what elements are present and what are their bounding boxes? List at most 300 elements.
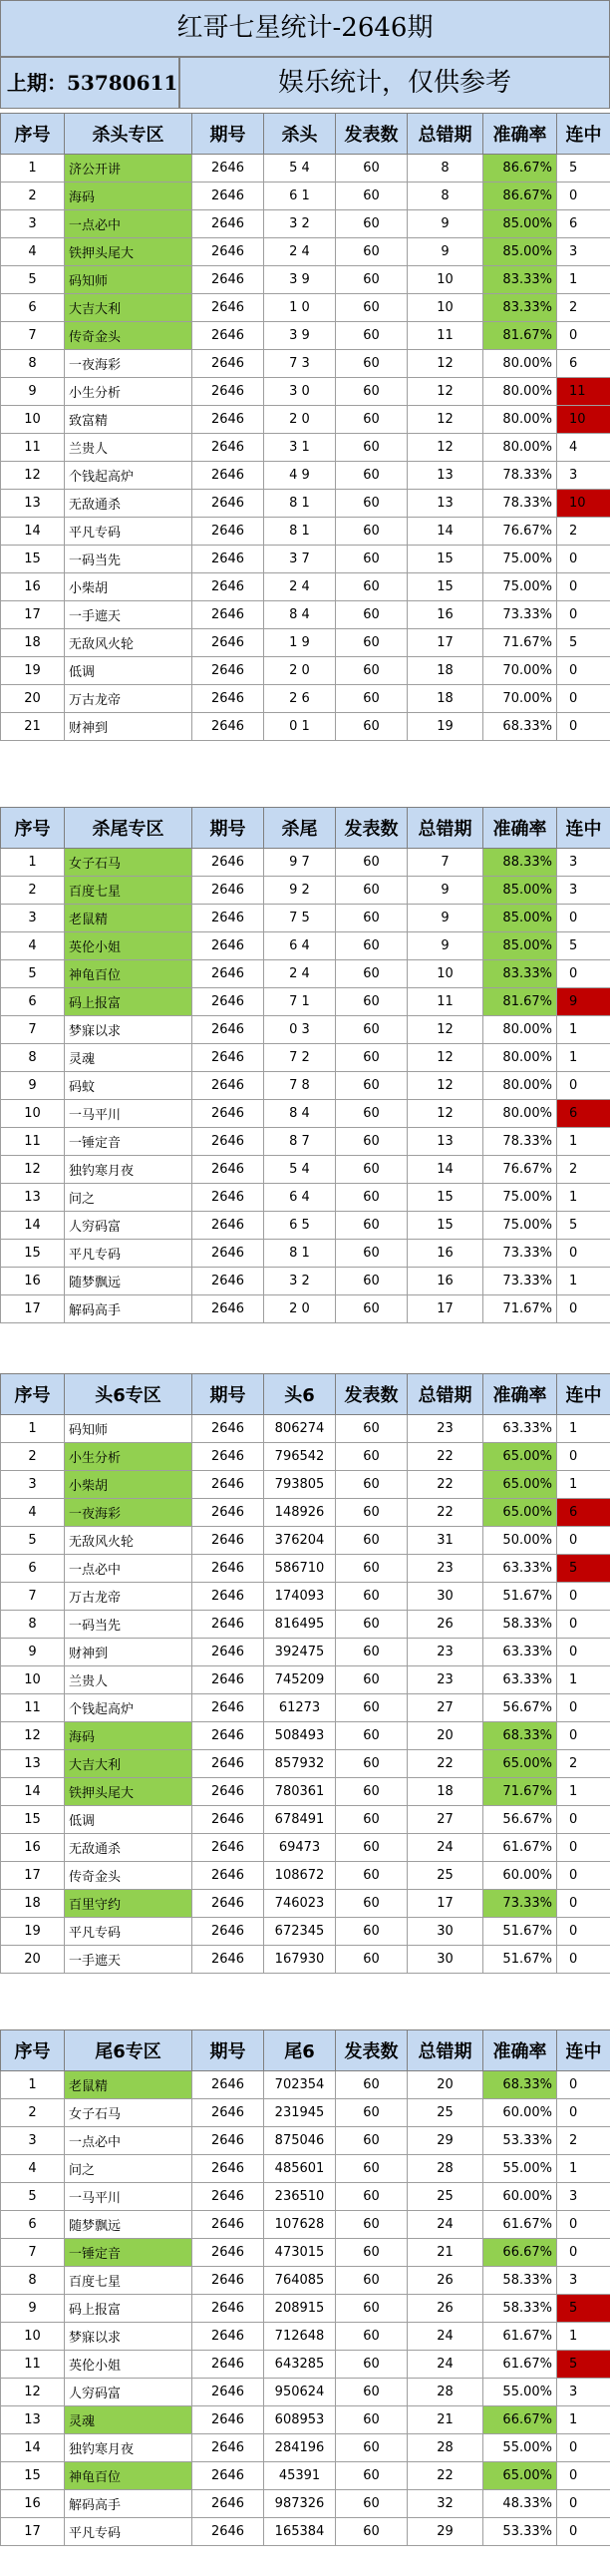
issue-number-cell: 2646 <box>192 1184 264 1212</box>
streak-count-cell: 1 <box>557 1778 610 1806</box>
post-count-cell: 60 <box>336 1639 408 1666</box>
column-header-accuracy-rate: 准确率 <box>483 808 557 849</box>
streak-count-cell: 0 <box>557 573 610 601</box>
issue-number-cell: 2646 <box>192 2183 264 2211</box>
row-number-cell: 15 <box>1 546 65 573</box>
post-count-cell: 60 <box>336 2211 408 2239</box>
prediction-value-cell: 672345 <box>264 1918 336 1946</box>
accuracy-rate-cell: 71.67% <box>483 629 557 657</box>
error-count-cell: 22 <box>408 1499 483 1527</box>
table-header-row <box>1 1374 610 1415</box>
post-count-cell: 60 <box>336 685 408 713</box>
streak-count-cell: 10 <box>557 490 610 518</box>
issue-number-cell: 2646 <box>192 2071 264 2099</box>
error-count-cell: 23 <box>408 1555 483 1583</box>
error-count-cell: 23 <box>408 1666 483 1694</box>
error-count-cell: 9 <box>408 905 483 932</box>
streak-count-cell: 0 <box>557 1639 610 1666</box>
expert-name-cell: 灵魂 <box>65 2406 192 2434</box>
row-number-cell: 16 <box>1 2490 65 2518</box>
post-count-cell: 60 <box>336 1471 408 1499</box>
post-count-cell: 60 <box>336 378 408 406</box>
kill-head-table <box>0 113 610 741</box>
post-count-cell: 60 <box>336 1694 408 1722</box>
issue-number-cell: 2646 <box>192 518 264 546</box>
row-number-cell: 20 <box>1 685 65 713</box>
accuracy-rate-cell: 73.33% <box>483 601 557 629</box>
row-number-cell: 3 <box>1 905 65 932</box>
error-count-cell: 24 <box>408 2211 483 2239</box>
column-header-streak-count: 连中 <box>557 1374 610 1415</box>
issue-number-cell: 2646 <box>192 2434 264 2462</box>
post-count-cell: 60 <box>336 629 408 657</box>
error-count-cell: 25 <box>408 2183 483 2211</box>
table-row <box>1 629 610 657</box>
row-number-cell: 13 <box>1 490 65 518</box>
accuracy-rate-cell: 76.67% <box>483 1156 557 1184</box>
prediction-value-cell: 586710 <box>264 1555 336 1583</box>
prediction-value-cell: 712648 <box>264 2323 336 2351</box>
issue-number-cell: 2646 <box>192 462 264 490</box>
error-count-cell: 22 <box>408 1443 483 1471</box>
accuracy-rate-cell: 65.00% <box>483 1499 557 1527</box>
error-count-cell: 17 <box>408 1295 483 1323</box>
accuracy-rate-cell: 73.33% <box>483 1240 557 1268</box>
column-header-streak-count: 连中 <box>557 114 610 155</box>
accuracy-rate-cell: 86.67% <box>483 183 557 210</box>
expert-name-cell: 独钓寒月夜 <box>65 2434 192 2462</box>
row-number-cell: 4 <box>1 1499 65 1527</box>
prediction-value-cell: 9 7 <box>264 849 336 877</box>
accuracy-rate-cell: 66.67% <box>483 2406 557 2434</box>
expert-name-cell: 铁押头尾大 <box>65 1778 192 1806</box>
prediction-value-cell: 208915 <box>264 2295 336 2323</box>
row-number-cell: 1 <box>1 155 65 183</box>
row-number-cell: 4 <box>1 238 65 266</box>
table-row <box>1 1044 610 1072</box>
prediction-value-cell: 3 0 <box>264 378 336 406</box>
column-header-expert-name: 杀尾专区 <box>65 808 192 849</box>
issue-number-cell: 2646 <box>192 1156 264 1184</box>
row-number-cell: 9 <box>1 2295 65 2323</box>
row-number-cell: 4 <box>1 932 65 960</box>
issue-number-cell: 2646 <box>192 210 264 238</box>
prediction-value-cell: 8 4 <box>264 601 336 629</box>
issue-number-cell: 2646 <box>192 1415 264 1443</box>
prediction-value-cell: 3 2 <box>264 210 336 238</box>
accuracy-rate-cell: 85.00% <box>483 932 557 960</box>
expert-name-cell: 财神到 <box>65 713 192 741</box>
streak-count-cell: 0 <box>557 2239 610 2267</box>
table-row <box>1 1666 610 1694</box>
prediction-value-cell: 857932 <box>264 1750 336 1778</box>
streak-count-cell: 6 <box>557 1100 610 1128</box>
expert-name-cell: 独钓寒月夜 <box>65 1156 192 1184</box>
prediction-value-cell: 6 1 <box>264 183 336 210</box>
row-number-cell: 3 <box>1 1471 65 1499</box>
error-count-cell: 16 <box>408 601 483 629</box>
expert-name-cell: 码知师 <box>65 266 192 294</box>
column-header-accuracy-rate: 准确率 <box>483 2030 557 2071</box>
error-count-cell: 23 <box>408 1415 483 1443</box>
prediction-value-cell: 1 0 <box>264 294 336 322</box>
column-header-post-count: 发表数 <box>336 2030 408 2071</box>
issue-number-cell: 2646 <box>192 1128 264 1156</box>
post-count-cell: 60 <box>336 573 408 601</box>
post-count-cell: 60 <box>336 877 408 905</box>
post-count-cell: 60 <box>336 462 408 490</box>
error-count-cell: 24 <box>408 2351 483 2379</box>
error-count-cell: 12 <box>408 434 483 462</box>
expert-name-cell: 兰贵人 <box>65 434 192 462</box>
streak-count-cell: 2 <box>557 1156 610 1184</box>
streak-count-cell: 2 <box>557 2127 610 2155</box>
error-count-cell: 18 <box>408 1778 483 1806</box>
expert-name-cell: 一马平川 <box>65 1100 192 1128</box>
prediction-value-cell: 473015 <box>264 2239 336 2267</box>
post-count-cell: 60 <box>336 238 408 266</box>
row-number-cell: 14 <box>1 1778 65 1806</box>
row-number-cell: 11 <box>1 1128 65 1156</box>
accuracy-rate-cell: 68.33% <box>483 1722 557 1750</box>
table-row <box>1 183 610 210</box>
post-count-cell: 60 <box>336 350 408 378</box>
post-count-cell: 60 <box>336 1722 408 1750</box>
issue-number-cell: 2646 <box>192 155 264 183</box>
prediction-value-cell: 392475 <box>264 1639 336 1666</box>
accuracy-rate-cell: 56.67% <box>483 1694 557 1722</box>
issue-number-cell: 2646 <box>192 378 264 406</box>
accuracy-rate-cell: 65.00% <box>483 2462 557 2490</box>
table-row <box>1 434 610 462</box>
post-count-cell: 60 <box>336 849 408 877</box>
accuracy-rate-cell: 78.33% <box>483 490 557 518</box>
expert-name-cell: 平凡专码 <box>65 1240 192 1268</box>
expert-name-cell: 无敌风火轮 <box>65 629 192 657</box>
error-count-cell: 10 <box>408 960 483 988</box>
expert-name-cell: 济公开讲 <box>65 155 192 183</box>
table-row <box>1 1694 610 1722</box>
accuracy-rate-cell: 70.00% <box>483 657 557 685</box>
expert-name-cell: 码上报富 <box>65 988 192 1016</box>
expert-name-cell: 解码高手 <box>65 2490 192 2518</box>
accuracy-rate-cell: 80.00% <box>483 1044 557 1072</box>
post-count-cell: 60 <box>336 905 408 932</box>
expert-name-cell: 一马平川 <box>65 2183 192 2211</box>
post-count-cell: 60 <box>336 546 408 573</box>
streak-count-cell: 3 <box>557 849 610 877</box>
kill-tail-table <box>0 807 610 1323</box>
row-number-cell: 5 <box>1 1527 65 1555</box>
prediction-value-cell: 3 9 <box>264 266 336 294</box>
row-number-cell: 19 <box>1 657 65 685</box>
prediction-value-cell: 780361 <box>264 1778 336 1806</box>
column-header-expert-name: 尾6专区 <box>65 2030 192 2071</box>
expert-name-cell: 女子石马 <box>65 2099 192 2127</box>
issue-number-cell: 2646 <box>192 2351 264 2379</box>
expert-name-cell: 码上报富 <box>65 2295 192 2323</box>
expert-name-cell: 码蚊 <box>65 1072 192 1100</box>
issue-number-cell: 2646 <box>192 1268 264 1295</box>
table-row <box>1 378 610 406</box>
row-number-cell: 8 <box>1 1611 65 1639</box>
streak-count-cell: 1 <box>557 1471 610 1499</box>
prediction-value-cell: 2 6 <box>264 685 336 713</box>
accuracy-rate-cell: 48.33% <box>483 2490 557 2518</box>
prediction-value-cell: 5 4 <box>264 155 336 183</box>
table-row <box>1 1268 610 1295</box>
post-count-cell: 60 <box>336 1778 408 1806</box>
table-row <box>1 1184 610 1212</box>
expert-name-cell: 低调 <box>65 1806 192 1834</box>
column-header-error-count: 总错期 <box>408 114 483 155</box>
row-number-cell: 13 <box>1 1750 65 1778</box>
post-count-cell: 60 <box>336 1583 408 1611</box>
expert-name-cell: 个钱起高炉 <box>65 462 192 490</box>
post-count-cell: 60 <box>336 490 408 518</box>
issue-number-cell: 2646 <box>192 434 264 462</box>
error-count-cell: 9 <box>408 210 483 238</box>
accuracy-rate-cell: 71.67% <box>483 1295 557 1323</box>
prediction-value-cell: 9 2 <box>264 877 336 905</box>
table-row <box>1 1212 610 1240</box>
accuracy-rate-cell: 55.00% <box>483 2379 557 2406</box>
row-number-cell: 7 <box>1 1583 65 1611</box>
issue-number-cell: 2646 <box>192 2518 264 2546</box>
issue-number-cell: 2646 <box>192 2211 264 2239</box>
accuracy-rate-cell: 71.67% <box>483 1778 557 1806</box>
expert-name-cell: 一点必中 <box>65 210 192 238</box>
row-number-cell: 17 <box>1 601 65 629</box>
row-number-cell: 11 <box>1 1694 65 1722</box>
streak-count-cell: 2 <box>557 518 610 546</box>
table-row <box>1 1946 610 1974</box>
table-row <box>1 322 610 350</box>
error-count-cell: 22 <box>408 1750 483 1778</box>
post-count-cell: 60 <box>336 2295 408 2323</box>
row-number-cell: 15 <box>1 1240 65 1268</box>
issue-number-cell: 2646 <box>192 1834 264 1862</box>
accuracy-rate-cell: 80.00% <box>483 434 557 462</box>
prediction-value-cell: 8 7 <box>264 1128 336 1156</box>
streak-count-cell: 11 <box>557 378 610 406</box>
accuracy-rate-cell: 81.67% <box>483 988 557 1016</box>
prediction-value-cell: 950624 <box>264 2379 336 2406</box>
post-count-cell: 60 <box>336 1806 408 1834</box>
error-count-cell: 20 <box>408 1722 483 1750</box>
row-number-cell: 2 <box>1 877 65 905</box>
issue-number-cell: 2646 <box>192 1778 264 1806</box>
prediction-value-cell: 2 4 <box>264 238 336 266</box>
table-row <box>1 2267 610 2295</box>
row-number-cell: 10 <box>1 1666 65 1694</box>
table-row <box>1 2406 610 2434</box>
prediction-value-cell: 875046 <box>264 2127 336 2155</box>
accuracy-rate-cell: 75.00% <box>483 573 557 601</box>
prediction-value-cell: 0 1 <box>264 713 336 741</box>
column-header-issue-number: 期号 <box>192 2030 264 2071</box>
table-row <box>1 2462 610 2490</box>
issue-number-cell: 2646 <box>192 657 264 685</box>
table-row <box>1 1862 610 1890</box>
row-number-cell: 21 <box>1 713 65 741</box>
error-count-cell: 14 <box>408 1156 483 1184</box>
expert-name-cell: 一夜海彩 <box>65 350 192 378</box>
error-count-cell: 15 <box>408 573 483 601</box>
table-row <box>1 1806 610 1834</box>
accuracy-rate-cell: 80.00% <box>483 1016 557 1044</box>
row-number-cell: 12 <box>1 2379 65 2406</box>
error-count-cell: 25 <box>408 1862 483 1890</box>
row-number-cell: 12 <box>1 462 65 490</box>
issue-number-cell: 2646 <box>192 713 264 741</box>
post-count-cell: 60 <box>336 1834 408 1862</box>
error-count-cell: 12 <box>408 406 483 434</box>
post-count-cell: 60 <box>336 434 408 462</box>
table-row <box>1 2127 610 2155</box>
streak-count-cell: 0 <box>557 1072 610 1100</box>
issue-number-cell: 2646 <box>192 1443 264 1471</box>
streak-count-cell: 0 <box>557 1295 610 1323</box>
table-row <box>1 210 610 238</box>
issue-number-cell: 2646 <box>192 1806 264 1834</box>
post-count-cell: 60 <box>336 1044 408 1072</box>
table-row <box>1 1750 610 1778</box>
prediction-value-cell: 3 2 <box>264 1268 336 1295</box>
post-count-cell: 60 <box>336 210 408 238</box>
row-number-cell: 12 <box>1 1722 65 1750</box>
column-header-row-number: 序号 <box>1 808 65 849</box>
issue-number-cell: 2646 <box>192 2127 264 2155</box>
accuracy-rate-cell: 63.33% <box>483 1415 557 1443</box>
post-count-cell: 60 <box>336 657 408 685</box>
error-count-cell: 9 <box>408 932 483 960</box>
post-count-cell: 60 <box>336 1443 408 1471</box>
table-row <box>1 1072 610 1100</box>
last-issue-label: 上期：53780611 <box>0 57 179 109</box>
post-count-cell: 60 <box>336 294 408 322</box>
issue-number-cell: 2646 <box>192 1862 264 1890</box>
accuracy-rate-cell: 51.67% <box>483 1918 557 1946</box>
accuracy-rate-cell: 61.67% <box>483 2351 557 2379</box>
accuracy-rate-cell: 55.00% <box>483 2155 557 2183</box>
streak-count-cell: 0 <box>557 1806 610 1834</box>
post-count-cell: 60 <box>336 2406 408 2434</box>
accuracy-rate-cell: 76.67% <box>483 518 557 546</box>
table-row <box>1 2518 610 2546</box>
error-count-cell: 12 <box>408 1016 483 1044</box>
prediction-value-cell: 167930 <box>264 1946 336 1974</box>
table-row <box>1 2295 610 2323</box>
post-count-cell: 60 <box>336 2351 408 2379</box>
row-number-cell: 2 <box>1 1443 65 1471</box>
prediction-value-cell: 796542 <box>264 1443 336 1471</box>
error-count-cell: 10 <box>408 266 483 294</box>
accuracy-rate-cell: 60.00% <box>483 2099 557 2127</box>
row-number-cell: 12 <box>1 1156 65 1184</box>
error-count-cell: 10 <box>408 294 483 322</box>
accuracy-rate-cell: 58.33% <box>483 2267 557 2295</box>
row-number-cell: 8 <box>1 350 65 378</box>
table-row <box>1 2071 610 2099</box>
issue-number-cell: 2646 <box>192 1890 264 1918</box>
expert-name-cell: 小生分析 <box>65 378 192 406</box>
expert-name-cell: 传奇金头 <box>65 1862 192 1890</box>
error-count-cell: 8 <box>408 183 483 210</box>
table-row <box>1 546 610 573</box>
expert-name-cell: 一点必中 <box>65 1555 192 1583</box>
issue-number-cell: 2646 <box>192 573 264 601</box>
table-row <box>1 1295 610 1323</box>
accuracy-rate-cell: 81.67% <box>483 322 557 350</box>
prediction-value-cell: 508493 <box>264 1722 336 1750</box>
issue-number-cell: 2646 <box>192 2379 264 2406</box>
streak-count-cell: 0 <box>557 1834 610 1862</box>
error-count-cell: 28 <box>408 2155 483 2183</box>
streak-count-cell: 1 <box>557 1016 610 1044</box>
row-number-cell: 8 <box>1 2267 65 2295</box>
table-row <box>1 2211 610 2239</box>
issue-number-cell: 2646 <box>192 2295 264 2323</box>
prediction-value-cell: 236510 <box>264 2183 336 2211</box>
issue-number-cell: 2646 <box>192 1666 264 1694</box>
post-count-cell: 60 <box>336 1016 408 1044</box>
prediction-value-cell: 4 9 <box>264 462 336 490</box>
streak-count-cell: 0 <box>557 1694 610 1722</box>
streak-count-cell: 4 <box>557 434 610 462</box>
prediction-value-cell: 746023 <box>264 1890 336 1918</box>
error-count-cell: 21 <box>408 2239 483 2267</box>
accuracy-rate-cell: 85.00% <box>483 905 557 932</box>
issue-number-cell: 2646 <box>192 238 264 266</box>
prediction-value-cell: 816495 <box>264 1611 336 1639</box>
prediction-value-cell: 7 8 <box>264 1072 336 1100</box>
post-count-cell: 60 <box>336 1072 408 1100</box>
table-row <box>1 518 610 546</box>
post-count-cell: 60 <box>336 1862 408 1890</box>
table-row <box>1 1240 610 1268</box>
issue-number-cell: 2646 <box>192 322 264 350</box>
row-number-cell: 8 <box>1 1044 65 1072</box>
row-number-cell: 6 <box>1 2211 65 2239</box>
prediction-value-cell: 745209 <box>264 1666 336 1694</box>
streak-count-cell: 0 <box>557 2071 610 2099</box>
prediction-value-cell: 8 1 <box>264 1240 336 1268</box>
row-number-cell: 5 <box>1 960 65 988</box>
accuracy-rate-cell: 55.00% <box>483 2434 557 2462</box>
error-count-cell: 26 <box>408 1611 483 1639</box>
row-number-cell: 19 <box>1 1918 65 1946</box>
error-count-cell: 24 <box>408 2323 483 2351</box>
prediction-value-cell: 174093 <box>264 1583 336 1611</box>
expert-name-cell: 铁押头尾大 <box>65 238 192 266</box>
issue-number-cell: 2646 <box>192 2462 264 2490</box>
row-number-cell: 16 <box>1 1834 65 1862</box>
table-row <box>1 1100 610 1128</box>
post-count-cell: 60 <box>336 960 408 988</box>
expert-name-cell: 人穷码富 <box>65 2379 192 2406</box>
expert-name-cell: 低调 <box>65 657 192 685</box>
table-row <box>1 573 610 601</box>
streak-count-cell: 0 <box>557 685 610 713</box>
column-header-post-count: 发表数 <box>336 1374 408 1415</box>
prediction-value-cell: 702354 <box>264 2071 336 2099</box>
streak-count-cell: 1 <box>557 1415 610 1443</box>
table-row <box>1 657 610 685</box>
expert-name-cell: 灵魂 <box>65 1044 192 1072</box>
row-number-cell: 3 <box>1 210 65 238</box>
prediction-value-cell: 107628 <box>264 2211 336 2239</box>
